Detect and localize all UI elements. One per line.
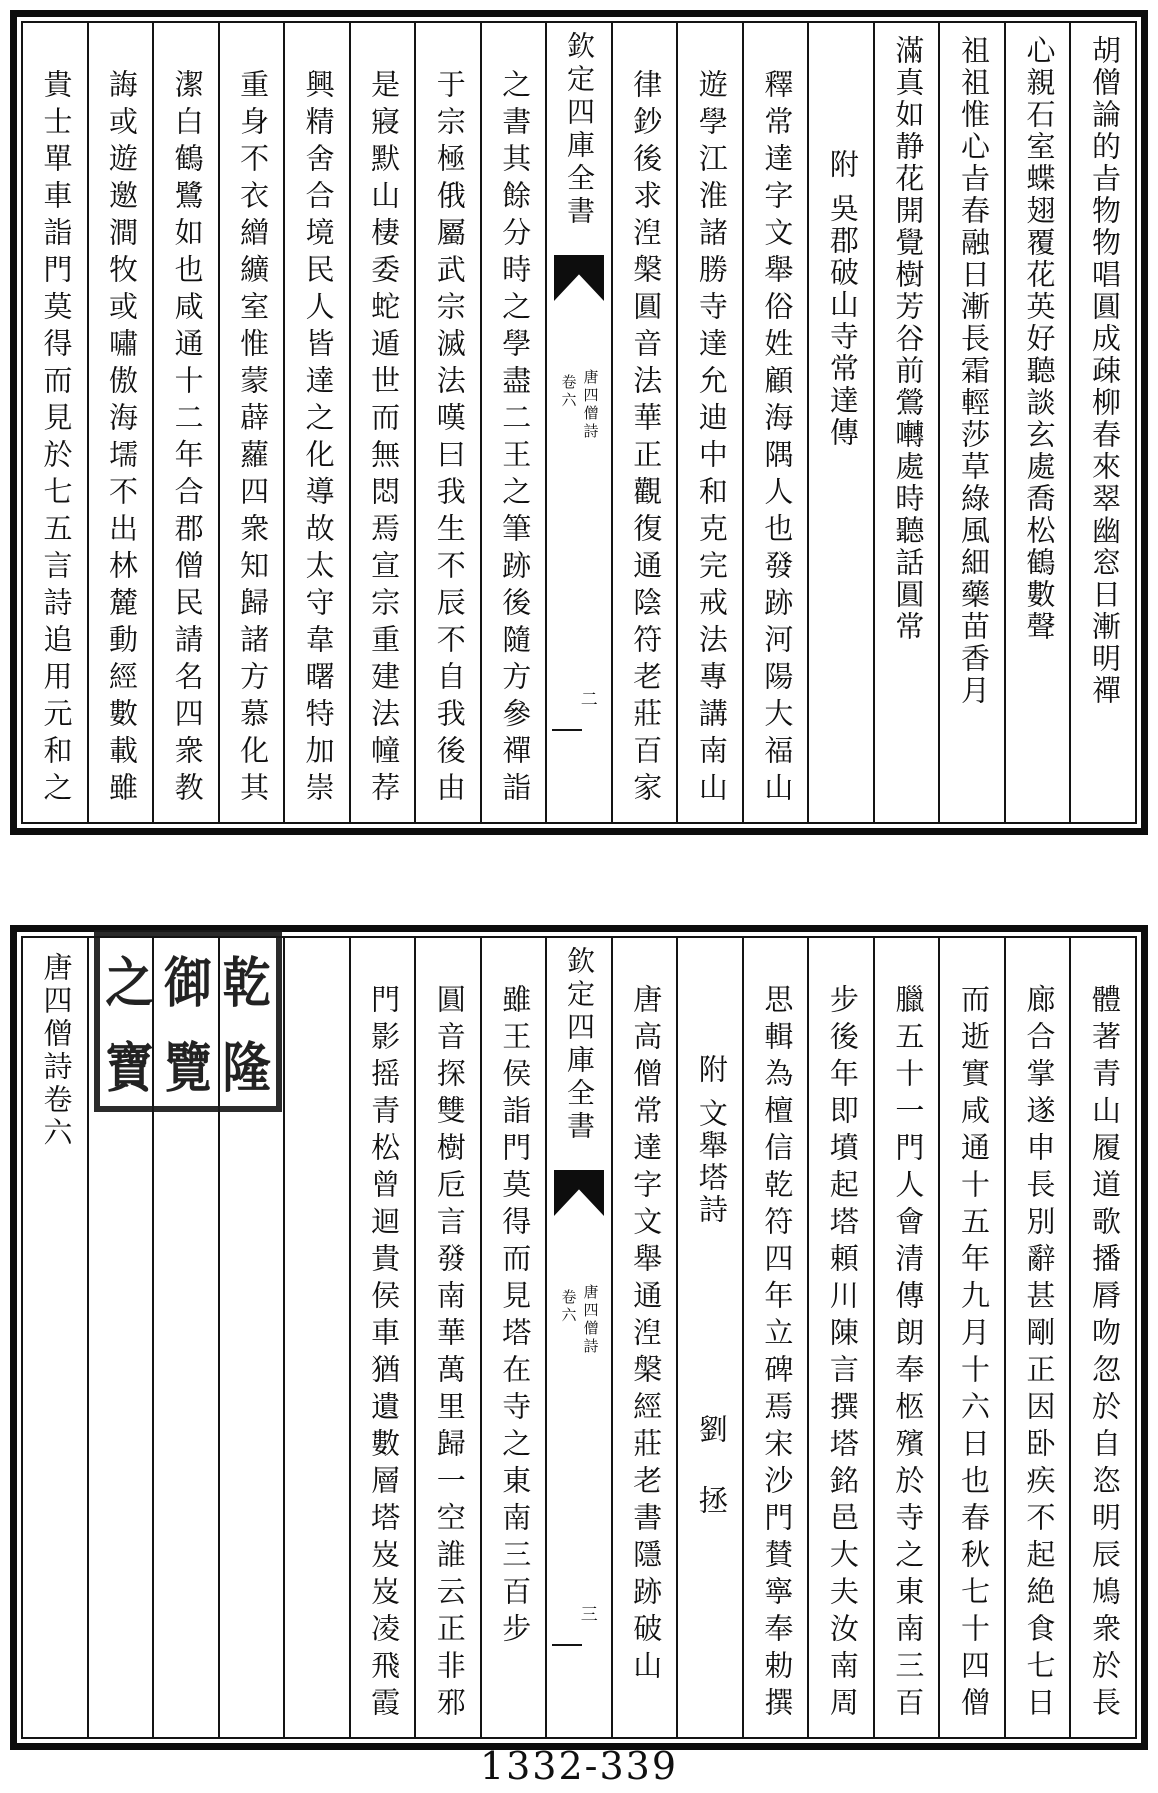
poem-title: 文舉塔詩: [694, 1098, 729, 1226]
folio-number: 三: [580, 1605, 598, 1625]
top-leaf-column-14: 潔白鶴鷺如也咸通十二年合郡僧民請名四衆教: [154, 23, 220, 822]
top-leaf-column-12: 興精舍合境民人皆達之化導故太守韋曙特加崇: [285, 23, 351, 822]
seal-character: 寶: [105, 1037, 154, 1100]
fishtail-mark-icon: [554, 1170, 604, 1216]
top-leaf: [10, 10, 1148, 835]
qianlong-imperial-seal: [94, 930, 282, 1112]
top-leaf-frame: [21, 21, 1137, 824]
seal-character: 乾: [222, 952, 271, 1015]
siku-quanshu-title: 欽定四庫全書: [562, 31, 596, 229]
top-leaf-column-8: 律鈔後求湼槃圓音法華正觀復通陰符老莊百家: [613, 23, 679, 822]
bottom-leaf-column-16-end-title: 唐四僧詩卷六: [23, 938, 89, 1737]
top-leaf-column-10: 于宗極俄屬武宗滅法嘆曰我生不辰不自我後由: [416, 23, 482, 822]
banxin-book-title: 唐四僧詩: [581, 1284, 600, 1356]
bottom-banxin-center-column: [547, 938, 613, 1737]
top-leaf-column-6: 釋常達字文舉俗姓顧海隅人也發跡河陽大福山: [744, 23, 810, 822]
bottom-leaf-column-2: 廊合掌遂申長別辭甚剛正因卧疾不起絶食七日: [1006, 938, 1072, 1737]
top-leaf-column-9: 之書其餘分時之學盡二王之筆跡後隨方參禪詣: [482, 23, 548, 822]
top-leaf-column-5-biography-heading: [809, 23, 875, 822]
top-leaf-column-16: 貴士單車詣門莫得而見於七五言詩追用元和之: [23, 23, 89, 822]
banxin-juan-number: 卷六: [559, 1289, 578, 1325]
appendix-label: 附: [694, 1054, 729, 1086]
bottom-leaf-column-9: 雖王侯詣門莫得而見塔在寺之東南三百步: [482, 938, 548, 1737]
banxin-juan-number: 卷六: [559, 374, 578, 410]
seal-character: 隆: [222, 1037, 271, 1100]
bottom-leaf-column-4: 臘五十一門人會清傳朗奉柩殯於寺之東南三百: [875, 938, 941, 1737]
banxin-book-title: 唐四僧詩: [581, 369, 600, 441]
bottom-leaf-column-1: 體著青山履道歌播脣吻忽於自恣明辰鳩衆於長: [1088, 984, 1122, 1724]
bottom-leaf-column-3: 而逝實咸通十五年九月十六日也春秋七十四僧: [940, 938, 1006, 1737]
poem-author: 劉拯: [694, 1414, 729, 1556]
top-leaf-column-13: 重身不衣繒纊室惟蒙薜蘿四衆知歸諸方慕化其: [220, 23, 286, 822]
banxin-book-and-juan: [547, 1284, 611, 1356]
fishtail-mark-icon: [554, 255, 604, 301]
top-leaf-column-15: 誨或遊邀澗牧或嘯傲海壖不出林麓動經數載雖: [89, 23, 155, 822]
banxin-book-and-juan: [547, 369, 611, 441]
seal-character: 覽: [164, 1037, 213, 1100]
bottom-leaf-column-6: 思輯為檀信乾符四年立碑焉宋沙門賛寧奉勅撰: [744, 938, 810, 1737]
folio-rule-line: [552, 729, 582, 731]
seal-character: 之: [105, 952, 154, 1015]
bottom-leaf-column-11: 門影摇青松曾迴貴侯車猶遺數層塔岌岌凌飛霞: [351, 938, 417, 1737]
top-leaf-column-1: 胡僧論的㫖物物唱圓成疎柳春來翠幽窓日漸明禪: [1088, 35, 1122, 707]
catalog-page-number: 1332-339: [479, 1744, 679, 1788]
top-banxin-center-column: [547, 23, 613, 822]
appendix-label: 附: [825, 149, 860, 181]
bottom-leaf-column-5: 步後年即墳起塔頼川陳言撰塔銘邑大夫汝南周: [809, 938, 875, 1737]
folio-number: 二: [580, 690, 598, 710]
top-leaf-column-4: 滿真如静花開覺樹芳谷前鶯囀處時聽話圓常: [875, 23, 941, 822]
seal-character: 御: [164, 952, 213, 1015]
top-leaf-column-3: 祖祖惟心㫖春融日漸長霜輕莎草綠風細藥苗香月: [940, 23, 1006, 822]
siku-quanshu-title: 欽定四庫全書: [562, 946, 596, 1144]
top-leaf-column-11: 是寢默山棲委蛇遁世而無悶焉宣宗重建法幢荐: [351, 23, 417, 822]
bottom-leaf-column-8: 唐高僧常達字文舉通湼槃經莊老書隱跡破山: [613, 938, 679, 1737]
folio-rule-line: [552, 1644, 582, 1646]
bottom-leaf-column-10: 圓音探雙樹卮言發南華萬里歸一空誰云正非邪: [416, 938, 482, 1737]
bottom-leaf-column-12-empty: [285, 938, 351, 1737]
top-leaf-column-7: 遊學江淮諸勝寺達允迪中和克完戒法專講南山: [678, 23, 744, 822]
bottom-leaf-column-7-poem-heading: [678, 938, 744, 1737]
biography-title: 吳郡破山寺常達傳: [825, 193, 860, 449]
top-leaf-column-2: 心親石室蝶翅覆花英好聽談玄處喬松鶴數聲: [1006, 23, 1072, 822]
